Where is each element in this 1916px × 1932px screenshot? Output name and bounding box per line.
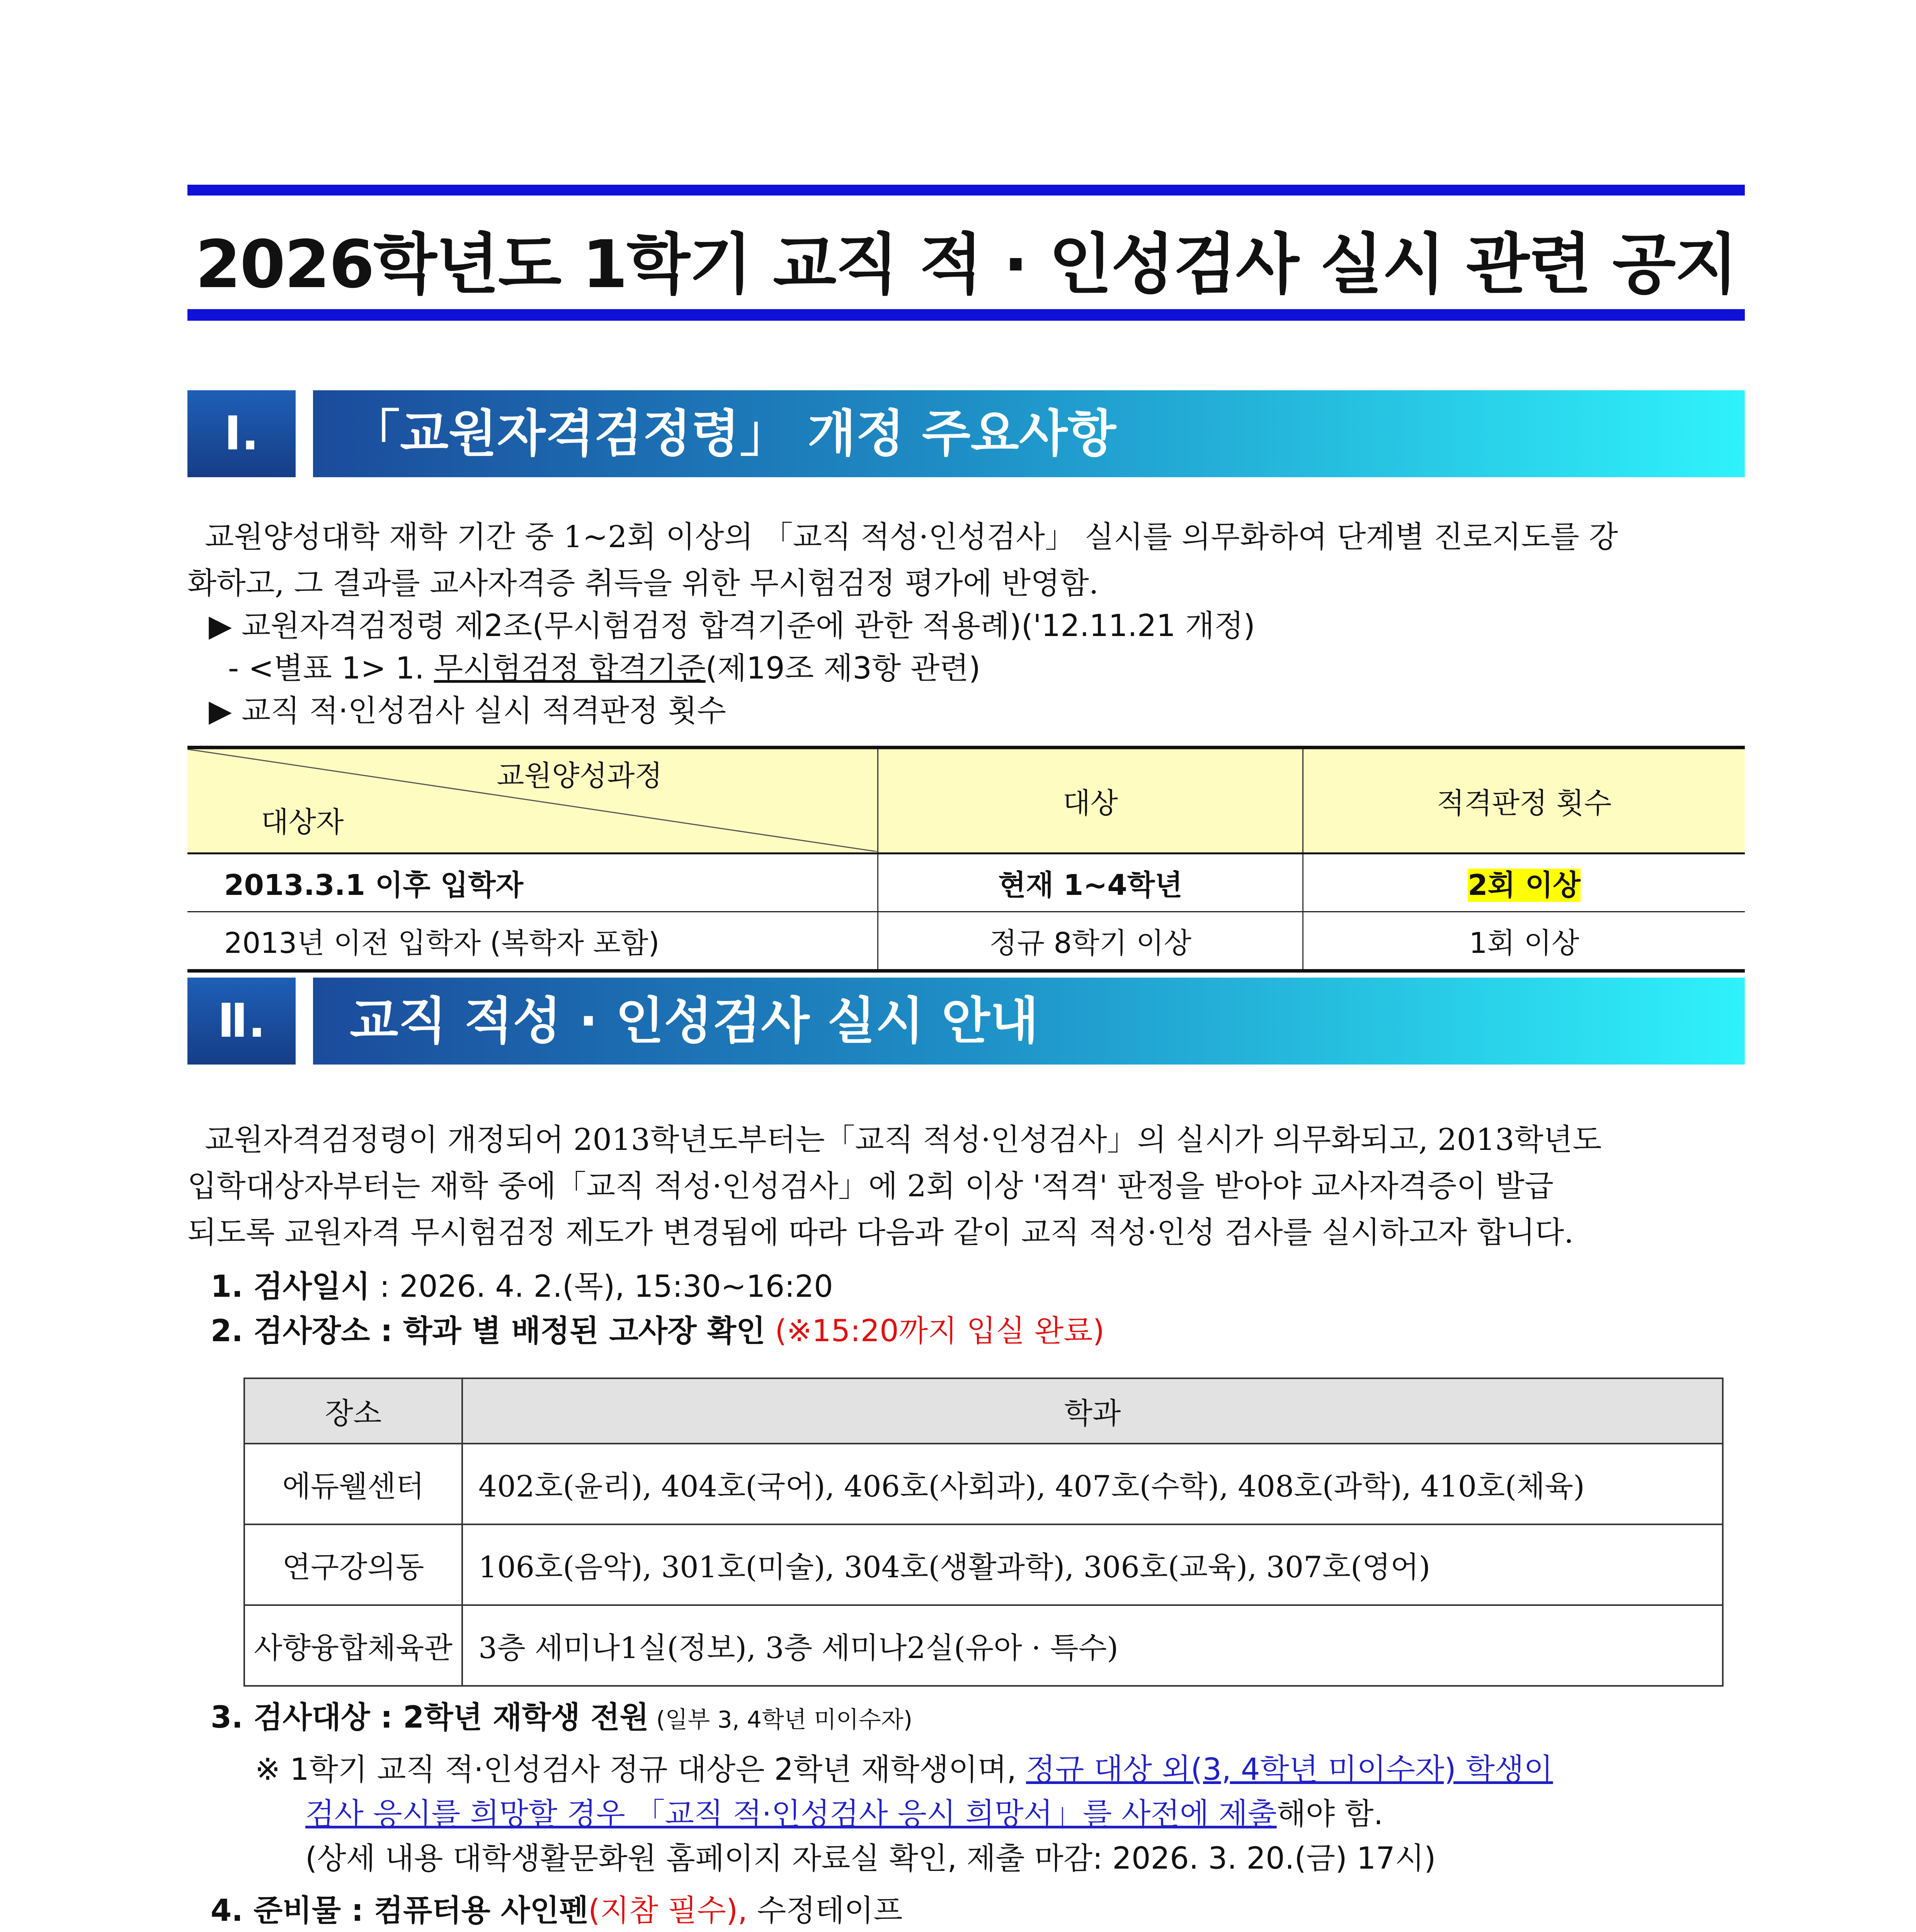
item3-note-line3: (상세 내용 대학생활문화원 홈페이지 자료실 확인, 제출 마감: 2026. 3. 20.(금) 17시) <box>305 1841 1436 1876</box>
item4-label: 4. 준비물 : 컴퓨터용 사인펜 <box>211 1893 589 1928</box>
item2-label: 2. 검사장소 : 학과 별 배정된 고사장 확인 <box>211 1314 766 1349</box>
section1-sub1 <box>228 645 980 692</box>
room-place: 연구강의동 <box>244 1524 462 1605</box>
table-row <box>187 912 1745 971</box>
item2-note: (※15:20까지 입실 완료) <box>765 1314 1104 1349</box>
row1-col1: 2013.3.1 이후 입학자 <box>187 854 878 912</box>
room-place: 사향융합체육관 <box>244 1605 462 1686</box>
exam-room-table <box>243 1378 1724 1687</box>
section1-number: Ⅰ. <box>187 390 296 477</box>
section2-para-line2: 입학대상자부터는 재학 중에「교직 적성·인성검사」에 2회 이상 '적격' 판정을 받아야 교사자격증이 발급 <box>187 1169 1554 1204</box>
table-row <box>244 1605 1723 1686</box>
section1-bullet2: ▶ 교직 적·인성검사 실시 적격판정 횟수 <box>209 694 726 728</box>
item2-exam-place <box>211 1308 1104 1354</box>
note-suffix: 해야 함. <box>1276 1797 1383 1832</box>
section1-para-line1: 교원양성대학 재학 기간 중 1~2회 이상의 「교직 적성·인성검사」 실시를 의무화하여 단계별 진로지도를 강 <box>205 520 1618 554</box>
row2-col2: 정규 8학기 이상 <box>878 912 1303 971</box>
section2-para-line1: 교원자격검정령이 개정되어 2013학년도부터는「교직 적성·인성검사」의 실시가 의무화되고, 2013학년도 <box>205 1122 1602 1157</box>
row2-col3: 1회 이상 <box>1303 912 1745 971</box>
item1-value: : 2026. 4. 2.(목), 15:30~16:20 <box>370 1269 833 1304</box>
note-link-part2: 검사 응시를 희망할 경우 「교직 적·인성검사 응시 희망서」를 사전에 제출 <box>305 1797 1277 1832</box>
room-depts: 106호(음악), 301호(미술), 304호(생활과학), 306호(교육), 307호(영어) <box>462 1524 1723 1605</box>
item3-small: (일부 3, 4학년 미이수자) <box>648 1706 913 1733</box>
title-bottom-rule <box>187 309 1745 321</box>
section1-title: 「교원자격검정령」 개정 주요사항 <box>313 390 1745 477</box>
page-title: 2026학년도 1학기 교직 적 · 인성검사 실시 관련 공지 <box>195 226 1737 303</box>
sub1-prefix: - <별표 1> 1. <box>228 651 434 686</box>
item4-rest: 수정테이프 <box>747 1893 903 1928</box>
item1-label: 1. 검사일시 <box>211 1269 370 1304</box>
row1-count-highlight: 2회 이상 <box>1468 868 1581 902</box>
header-place: 장소 <box>244 1378 462 1444</box>
item4-supplies <box>211 1888 903 1932</box>
sub1-suffix: (제19조 제3항 관련) <box>705 651 981 686</box>
item3-note-line2 <box>305 1791 1383 1837</box>
item4-required: (지참 필수), <box>588 1893 748 1928</box>
room-place: 에듀웰센터 <box>244 1444 462 1524</box>
header-dept: 학과 <box>462 1378 1723 1444</box>
eligibility-table <box>187 746 1745 973</box>
diag-bottom-label: 대상자 <box>261 806 344 839</box>
section2-number: Ⅱ. <box>187 978 296 1065</box>
table-row <box>187 854 1745 912</box>
table-row <box>244 1444 1723 1524</box>
header-count: 적격판정 횟수 <box>1303 748 1745 854</box>
row1-col2: 현재 1~4학년 <box>878 854 1303 912</box>
diag-top-label: 교원양성과정 <box>497 759 662 793</box>
table-header-row <box>187 748 1745 854</box>
item3-note-line1 <box>255 1747 1751 1793</box>
item3-label: 3. 검사대상 : 2학년 재학생 전원 <box>211 1700 649 1735</box>
row2-col1: 2013년 이전 입학자 (복학자 포함) <box>187 912 878 971</box>
item3-target <box>211 1694 912 1743</box>
table-header-row <box>244 1378 1723 1444</box>
header-target: 대상 <box>878 748 1303 854</box>
section2-title: 교직 적성 · 인성검사 실시 안내 <box>313 978 1745 1065</box>
room-depts: 402호(윤리), 404호(국어), 406호(사회과), 407호(수학), 408호(과학), 410호(체육) <box>462 1444 1723 1524</box>
sub1-underlined: 무시험검정 합격기준 <box>434 651 706 686</box>
table-row <box>244 1524 1723 1605</box>
section2-para-line3: 되도록 교원자격 무시험검정 제도가 변경됨에 따라 다음과 같이 교직 적성·인성 검사를 실시하고자 합니다. <box>187 1215 1574 1250</box>
diagonal-header-cell <box>187 748 878 854</box>
note-link-part1: 정규 대상 외(3, 4학년 미이수자) 학생이 <box>1026 1752 1553 1787</box>
section1-para-line2: 화하고, 그 결과를 교사자격증 취득을 위한 무시험검정 평가에 반영함. <box>187 566 1099 601</box>
section1-bullet1: ▶ 교원자격검정령 제2조(무시험검정 합격기준에 관한 적용례)('12.11.21 개정) <box>209 609 1255 643</box>
title-top-rule <box>187 185 1745 196</box>
item1-exam-datetime <box>211 1264 833 1310</box>
note-prefix: ※ 1학기 교직 적·인성검사 정규 대상은 2학년 재학생이며, <box>255 1752 1026 1787</box>
row1-col3 <box>1303 854 1745 912</box>
room-depts: 3층 세미나1실(정보), 3층 세미나2실(유아 · 특수) <box>462 1605 1723 1686</box>
